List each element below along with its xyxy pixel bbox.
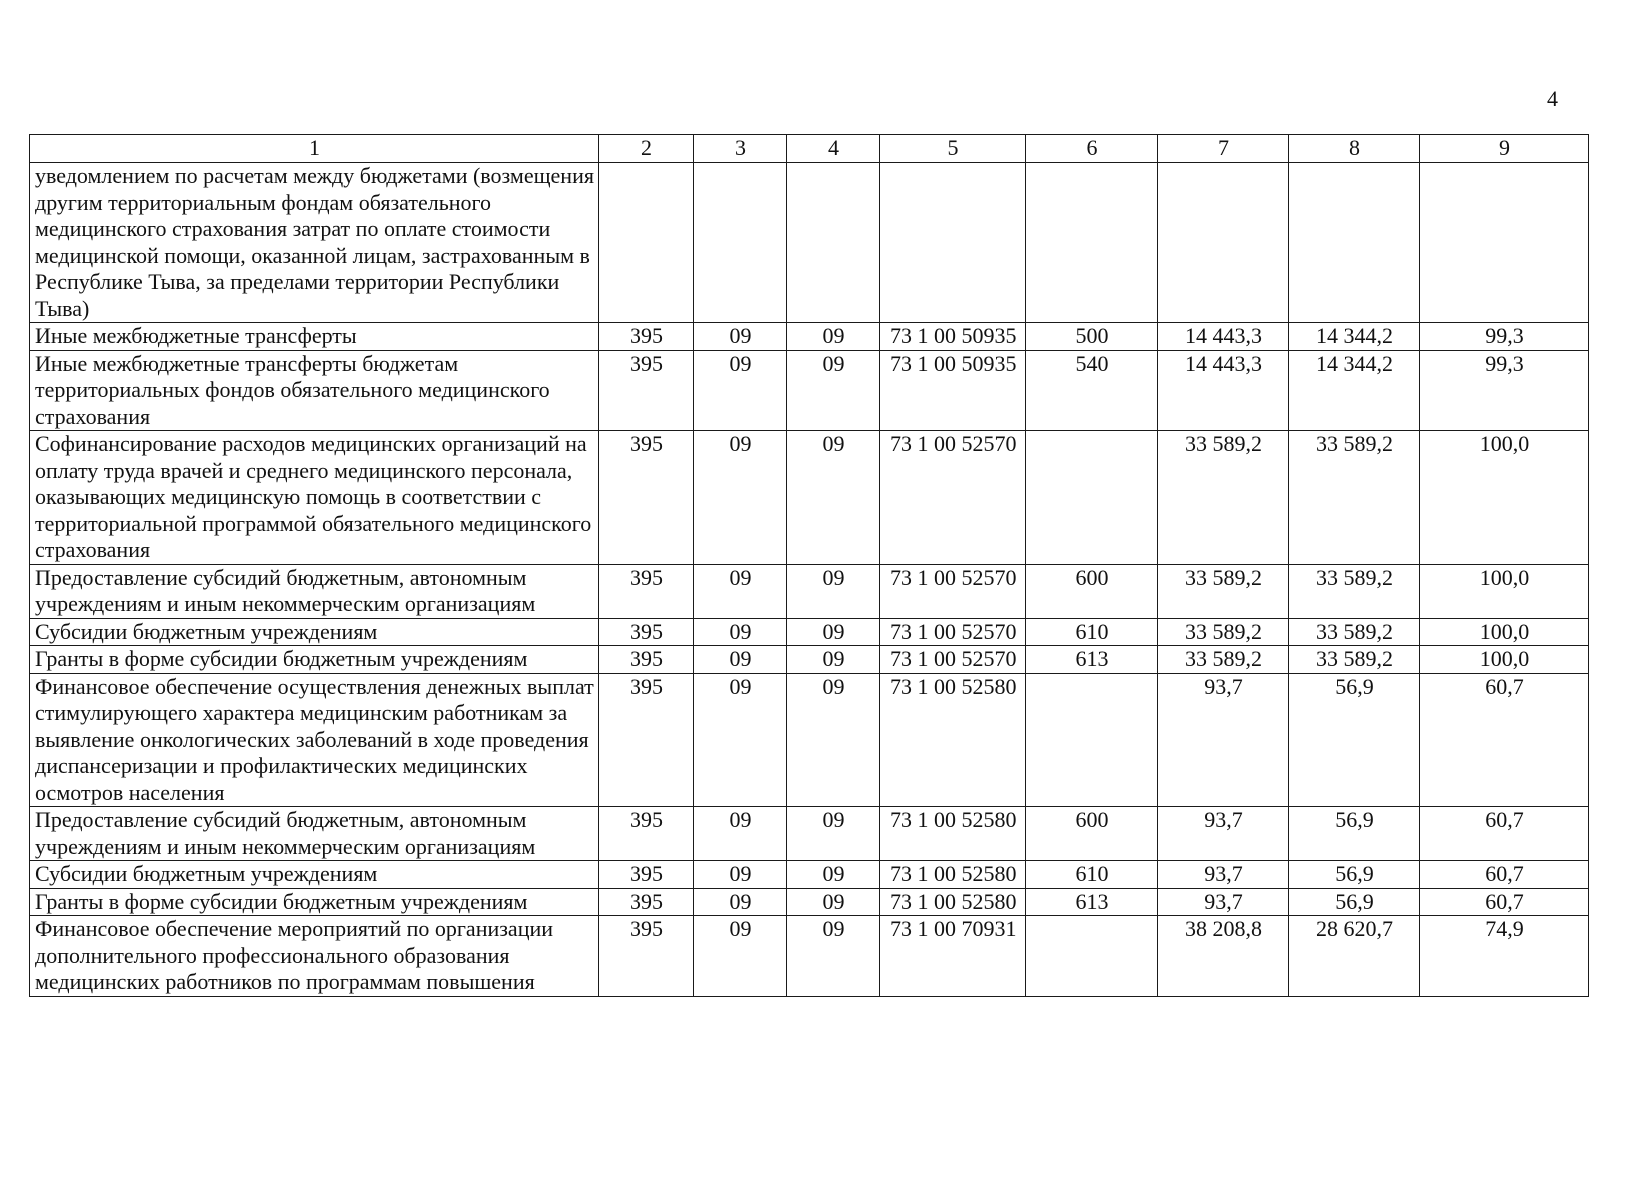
subsection-cell: 09: [787, 888, 880, 916]
subsection-cell: 09: [787, 916, 880, 997]
row-description: Иные межбюджетные трансферты: [30, 323, 599, 351]
row-description: Субсидии бюджетным учреждениям: [30, 861, 599, 889]
header-row: [30, 135, 1589, 163]
planned-amount-cell: 14 443,3: [1158, 350, 1289, 431]
expense-type-cell: 600: [1026, 564, 1158, 618]
table-row: [30, 888, 1589, 916]
planned-amount-cell: 93,7: [1158, 807, 1289, 861]
execution-percent-cell: 100,0: [1420, 618, 1589, 646]
admin-code-cell: 395: [599, 431, 694, 565]
subsection-cell: 09: [787, 673, 880, 807]
execution-percent-cell: 60,7: [1420, 807, 1589, 861]
target-article-cell: 73 1 00 50935: [880, 323, 1026, 351]
executed-amount-cell: 56,9: [1289, 673, 1420, 807]
column-header: 9: [1420, 135, 1589, 163]
expense-type-cell: [1026, 916, 1158, 997]
section-cell: 09: [694, 564, 787, 618]
expense-type-cell: 600: [1026, 807, 1158, 861]
row-description: Предоставление субсидий бюджетным, автономным учреждениям и иным некоммерческим организациям: [30, 564, 599, 618]
executed-amount-cell: 14 344,2: [1289, 350, 1420, 431]
row-description: Предоставление субсидий бюджетным, автономным учреждениям и иным некоммерческим организациям: [30, 807, 599, 861]
column-header: 2: [599, 135, 694, 163]
row-description: Гранты в форме субсидии бюджетным учреждениям: [30, 888, 599, 916]
execution-percent-cell: 60,7: [1420, 861, 1589, 889]
subsection-cell: 09: [787, 807, 880, 861]
target-article-cell: 73 1 00 52580: [880, 888, 1026, 916]
column-header: 1: [30, 135, 599, 163]
planned-amount-cell: 33 589,2: [1158, 564, 1289, 618]
column-header: 6: [1026, 135, 1158, 163]
admin-code-cell: 395: [599, 646, 694, 674]
table-row: [30, 564, 1589, 618]
table-row: [30, 646, 1589, 674]
admin-code-cell: 395: [599, 618, 694, 646]
table-row: [30, 807, 1589, 861]
admin-code-cell: 395: [599, 673, 694, 807]
table-row: [30, 673, 1589, 807]
row-description: Софинансирование расходов медицинских организаций на оплату труда врачей и среднего медицинского персонала, оказывающих медицинскую помощь в соответствии с территориальной программой обязательного медицинского страхования: [30, 431, 599, 565]
admin-code-cell: 395: [599, 807, 694, 861]
target-article-cell: 73 1 00 52580: [880, 807, 1026, 861]
execution-percent-cell: 100,0: [1420, 431, 1589, 565]
execution-percent-cell: 60,7: [1420, 888, 1589, 916]
execution-percent-cell: [1420, 163, 1589, 323]
table-row: [30, 618, 1589, 646]
execution-percent-cell: 100,0: [1420, 564, 1589, 618]
admin-code-cell: 395: [599, 888, 694, 916]
column-header: 4: [787, 135, 880, 163]
subsection-cell: 09: [787, 618, 880, 646]
subsection-cell: 09: [787, 861, 880, 889]
section-cell: 09: [694, 431, 787, 565]
execution-percent-cell: 74,9: [1420, 916, 1589, 997]
expense-type-cell: 610: [1026, 618, 1158, 646]
subsection-cell: 09: [787, 323, 880, 351]
admin-code-cell: 395: [599, 350, 694, 431]
column-header: 7: [1158, 135, 1289, 163]
expense-type-cell: 540: [1026, 350, 1158, 431]
planned-amount-cell: 93,7: [1158, 673, 1289, 807]
planned-amount-cell: [1158, 163, 1289, 323]
expense-type-cell: [1026, 673, 1158, 807]
expense-type-cell: 613: [1026, 646, 1158, 674]
table-row: [30, 916, 1589, 997]
planned-amount-cell: 33 589,2: [1158, 646, 1289, 674]
row-description: уведомлением по расчетам между бюджетами (возмещения другим территориальным фондам обязательного медицинского страхования затрат по оплате стоимости медицинской помощи, оказанной лицам, застрахованным в Республике Тыва, за пределами территории Республики Тыва): [30, 163, 599, 323]
column-header: 8: [1289, 135, 1420, 163]
column-header: 5: [880, 135, 1026, 163]
target-article-cell: 73 1 00 50935: [880, 350, 1026, 431]
page-number: 4: [1547, 86, 1558, 111]
target-article-cell: 73 1 00 52570: [880, 618, 1026, 646]
expense-type-cell: 610: [1026, 861, 1158, 889]
admin-code-cell: [599, 163, 694, 323]
row-description: Субсидии бюджетным учреждениям: [30, 618, 599, 646]
planned-amount-cell: 93,7: [1158, 861, 1289, 889]
executed-amount-cell: 56,9: [1289, 861, 1420, 889]
planned-amount-cell: 33 589,2: [1158, 618, 1289, 646]
target-article-cell: [880, 163, 1026, 323]
target-article-cell: 73 1 00 52570: [880, 646, 1026, 674]
budget-table: [29, 134, 1589, 997]
subsection-cell: [787, 163, 880, 323]
row-description: Финансовое обеспечение осуществления денежных выплат стимулирующего характера медицинским работникам за выявление онкологических заболеваний в ходе проведения диспансеризации и профилактических медицинских осмотров населения: [30, 673, 599, 807]
table-row: [30, 431, 1589, 565]
table-row: [30, 861, 1589, 889]
target-article-cell: 73 1 00 52580: [880, 673, 1026, 807]
admin-code-cell: 395: [599, 861, 694, 889]
executed-amount-cell: [1289, 163, 1420, 323]
subsection-cell: 09: [787, 431, 880, 565]
section-cell: 09: [694, 646, 787, 674]
target-article-cell: 73 1 00 52570: [880, 564, 1026, 618]
section-cell: 09: [694, 673, 787, 807]
column-header: 3: [694, 135, 787, 163]
planned-amount-cell: 14 443,3: [1158, 323, 1289, 351]
planned-amount-cell: 38 208,8: [1158, 916, 1289, 997]
target-article-cell: 73 1 00 70931: [880, 916, 1026, 997]
section-cell: 09: [694, 916, 787, 997]
executed-amount-cell: 33 589,2: [1289, 618, 1420, 646]
executed-amount-cell: 56,9: [1289, 807, 1420, 861]
expense-type-cell: [1026, 431, 1158, 565]
planned-amount-cell: 93,7: [1158, 888, 1289, 916]
execution-percent-cell: 99,3: [1420, 323, 1589, 351]
target-article-cell: 73 1 00 52570: [880, 431, 1026, 565]
section-cell: 09: [694, 350, 787, 431]
executed-amount-cell: 14 344,2: [1289, 323, 1420, 351]
admin-code-cell: 395: [599, 323, 694, 351]
executed-amount-cell: 33 589,2: [1289, 564, 1420, 618]
table-row: [30, 350, 1589, 431]
expense-type-cell: 613: [1026, 888, 1158, 916]
admin-code-cell: 395: [599, 564, 694, 618]
subsection-cell: 09: [787, 646, 880, 674]
executed-amount-cell: 33 589,2: [1289, 431, 1420, 565]
section-cell: [694, 163, 787, 323]
section-cell: 09: [694, 323, 787, 351]
expense-type-cell: 500: [1026, 323, 1158, 351]
section-cell: 09: [694, 618, 787, 646]
execution-percent-cell: 99,3: [1420, 350, 1589, 431]
table-row: [30, 323, 1589, 351]
planned-amount-cell: 33 589,2: [1158, 431, 1289, 565]
execution-percent-cell: 100,0: [1420, 646, 1589, 674]
subsection-cell: 09: [787, 350, 880, 431]
section-cell: 09: [694, 807, 787, 861]
admin-code-cell: 395: [599, 916, 694, 997]
row-description: Гранты в форме субсидии бюджетным учреждениям: [30, 646, 599, 674]
executed-amount-cell: 33 589,2: [1289, 646, 1420, 674]
expense-type-cell: [1026, 163, 1158, 323]
subsection-cell: 09: [787, 564, 880, 618]
section-cell: 09: [694, 888, 787, 916]
section-cell: 09: [694, 861, 787, 889]
table-row: [30, 163, 1589, 323]
row-description: Иные межбюджетные трансферты бюджетам территориальных фондов обязательного медицинского страхования: [30, 350, 599, 431]
target-article-cell: 73 1 00 52580: [880, 861, 1026, 889]
executed-amount-cell: 28 620,7: [1289, 916, 1420, 997]
row-description: Финансовое обеспечение мероприятий по организации дополнительного профессионального образования медицинских работников по программам повышения: [30, 916, 599, 997]
executed-amount-cell: 56,9: [1289, 888, 1420, 916]
execution-percent-cell: 60,7: [1420, 673, 1589, 807]
